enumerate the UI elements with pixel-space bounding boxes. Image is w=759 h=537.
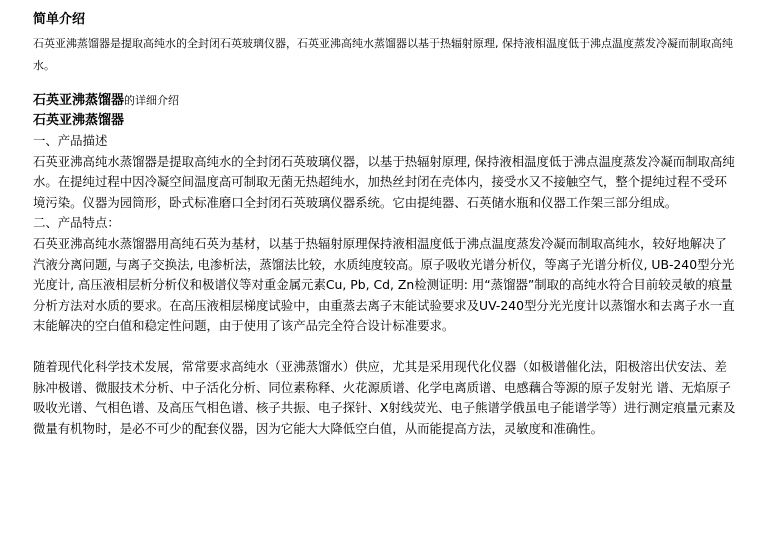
detail-heading-rest: 的详细介绍 <box>124 94 180 107</box>
intro-text: 石英亚沸蒸馏器是提取高纯水的全封闭石英玻璃仪器，石英亚沸高纯水蒸馏器以基于热辐射原理, 保持液相温度低于沸点温度蒸发冷凝而制取高纯水。 <box>33 37 733 72</box>
section1-text: 石英亚沸高纯水蒸馏器是提取高纯水的全封闭石英玻璃仪器，以基于热辐射原理, 保持液相温度低于沸点温度蒸发冷凝而制取高纯水。在提纯过程中因冷凝空间温度高可制取无菌无热超纯水，加热丝封闭在壳体内，接受水又不接触空气，整个提纯过程不受环境污染。仪器为园筒形，卧式标准磨口全封闭石英玻璃仪器系统。它由提纯器、石英储水瓶和仪器工作架三部分组成。 <box>33 153 735 210</box>
section1-title: 一、产品描述 <box>33 133 108 148</box>
detail-heading <box>33 91 737 111</box>
intro-heading: 简单介绍 <box>33 12 86 27</box>
paragraph-spacer <box>33 337 737 357</box>
section2-title: 二、产品特点： <box>33 215 120 231</box>
section3-text: 随着现代化科学技术发展，常常要求高纯水（亚沸蒸馏水）供应，尤其是采用现代化仪器（如极谱催化法，阳极溶出伏安法、差脉冲极谱、微服技术分析、中子活化分析、同位素称释、火花源质谱、化学电离质谱、电感藕合等源的原子发射光 谱、无焰原子吸收光谱、气相色谱、及高压气相色谱、核子共振、电子探针、X射线荧光、电子熊谱学俄虽电子能谱学等）进行测定痕量元素及微量有机物时，是必不可少的配套仪器，因为它能大大降低空白值，从而能提高方法，灵敏度和准确性。 <box>33 358 736 436</box>
section2-text: 石英亚沸高纯水蒸馏器用高纯石英为基材，以基于热辐射原理保持液相温度低于沸点温度蒸发冷凝而制取高纯水，较好地解决了汽液分离问题, 与离子交换法, 电渗析法，蒸馏法比较，水质纯度较高。原子吸收光谱分析仪，等离子光谱分析仪, UB-240型分光光度计, 高压液相层析分析仪和极谱仪等对重金属元素Cu, Pb, Cd, Zn检测证明: 用“蒸馏器”制取的高纯水符合目前较灵敏的痕量分析方法对水质的要求。在高压液相层梯度试验中，由重蒸去离子末能试验要求及UV-240型分光光度计以蒸馏水和去离子水一直末能解决的空白值和稳定性问题，由于使用了该产品完全符合设计标准要求。 <box>33 235 735 334</box>
product-subtitle: 石英亚沸蒸馏器 <box>33 113 125 128</box>
detail-heading-bold: 石英亚沸蒸馏器 <box>33 93 125 108</box>
